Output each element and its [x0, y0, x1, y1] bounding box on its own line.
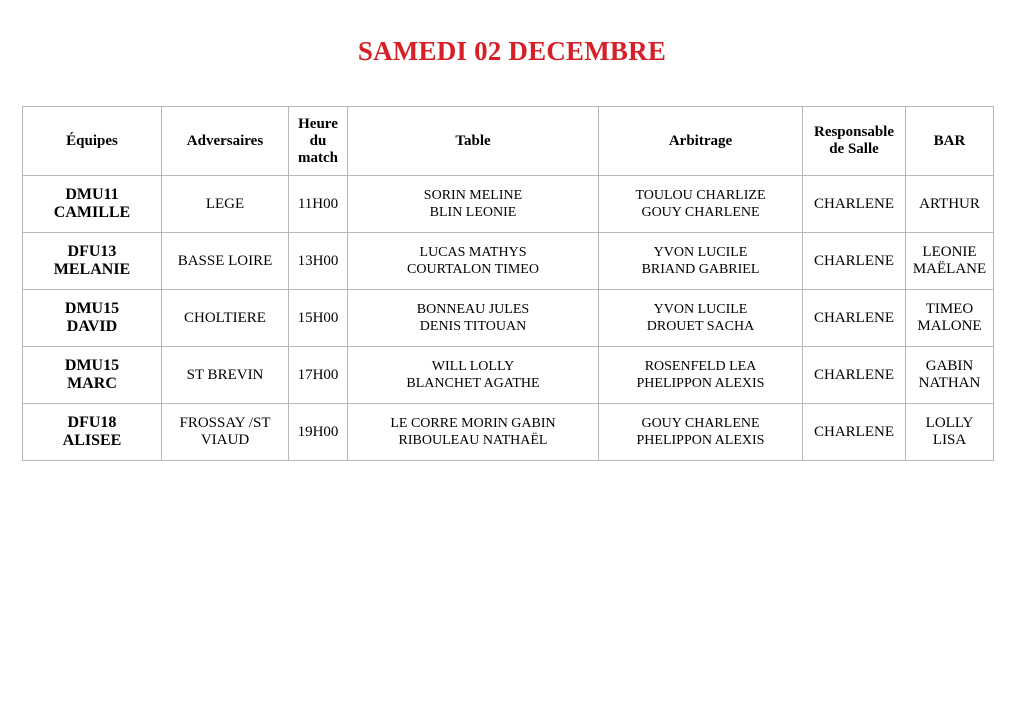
referee-person: BRIAND GABRIEL: [641, 262, 760, 277]
cell-adversaire: [162, 347, 289, 404]
table-person: LUCAS MATHYS: [419, 245, 527, 260]
bar-person: ARTHUR: [919, 195, 980, 212]
team-coach: MELANIE: [53, 261, 131, 278]
cell-responsable: CHARLENE: [803, 176, 906, 233]
team-coach: ALISEE: [62, 432, 122, 449]
table-person: DENIS TITOUAN: [419, 319, 527, 334]
opponent-name: ST BREVIN: [186, 366, 264, 383]
cell-table: [348, 176, 599, 233]
cell-adversaire: [162, 404, 289, 461]
cell-arbitrage: [599, 233, 803, 290]
table-person: COURTALON TIMEO: [407, 262, 539, 277]
cell-bar: [906, 176, 994, 233]
header-heure-line: Heure: [298, 115, 338, 132]
table-row: [23, 233, 994, 290]
cell-arbitrage: [599, 347, 803, 404]
cell-equipe: [23, 404, 162, 461]
referee-person: GOUY CHARLENE: [641, 416, 760, 431]
cell-responsable: CHARLENE: [803, 290, 906, 347]
cell-arbitrage: [599, 176, 803, 233]
team-coach: MARC: [67, 375, 117, 392]
cell-arbitrage: [599, 404, 803, 461]
cell-heure: 11H00: [289, 176, 348, 233]
opponent-name: FROSSAY /ST: [179, 415, 271, 431]
table-person: BONNEAU JULES: [416, 302, 530, 317]
referee-person: YVON LUCILE: [653, 302, 748, 317]
cell-heure: 13H00: [289, 233, 348, 290]
header-responsable: [803, 107, 906, 176]
referee-person: DROUET SACHA: [646, 319, 755, 334]
cell-adversaire: [162, 233, 289, 290]
referee-person: TOULOU CHARLIZE: [635, 188, 766, 203]
cell-adversaire: [162, 176, 289, 233]
bar-person: GABIN: [925, 358, 974, 374]
team-code: DFU13: [67, 243, 117, 260]
cell-bar: [906, 404, 994, 461]
table-row: [23, 347, 994, 404]
team-code: DFU18: [67, 414, 117, 431]
header-adversaires: Adversaires: [162, 107, 289, 176]
table-person: SORIN MELINE: [423, 188, 523, 203]
header-responsable-line: Responsable: [813, 124, 895, 140]
table-person: WILL LOLLY: [431, 359, 515, 374]
team-code: DMU15: [64, 357, 120, 374]
table-person: RIBOULEAU NATHAËL: [398, 433, 548, 448]
page-title: SAMEDI 02 DECEMBRE: [357, 36, 667, 66]
cell-bar: [906, 290, 994, 347]
referee-person: ROSENFELD LEA: [644, 359, 757, 374]
cell-responsable: CHARLENE: [803, 404, 906, 461]
bar-person: LISA: [932, 432, 967, 448]
cell-responsable: CHARLENE: [803, 347, 906, 404]
header-heure: [289, 107, 348, 176]
cell-heure: 19H00: [289, 404, 348, 461]
bar-person: TIMEO: [925, 301, 974, 317]
header-table: Table: [348, 107, 599, 176]
cell-table: [348, 233, 599, 290]
bar-person: LOLLY: [925, 415, 974, 431]
cell-equipe: [23, 290, 162, 347]
team-code: DMU15: [64, 300, 120, 317]
bar-person: NATHAN: [918, 375, 981, 391]
header-heure-line: du: [309, 132, 327, 149]
referee-person: PHELIPPON ALEXIS: [636, 433, 765, 448]
schedule-table: [22, 106, 994, 461]
table-person: BLANCHET AGATHE: [406, 376, 540, 391]
team-coach: CAMILLE: [53, 204, 131, 221]
cell-adversaire: [162, 290, 289, 347]
referee-person: GOUY CHARLENE: [641, 205, 760, 220]
cell-heure: 17H00: [289, 347, 348, 404]
header-heure-line: match: [298, 149, 338, 166]
header-arbitrage: Arbitrage: [599, 107, 803, 176]
table-row: [23, 404, 994, 461]
table-person: LE CORRE MORIN GABIN: [390, 416, 556, 431]
team-coach: DAVID: [66, 318, 118, 335]
bar-person: MALONE: [917, 318, 982, 334]
referee-person: PHELIPPON ALEXIS: [636, 376, 765, 391]
referee-person: YVON LUCILE: [653, 245, 748, 260]
cell-table: [348, 404, 599, 461]
cell-arbitrage: [599, 290, 803, 347]
header-responsable-line: de Salle: [829, 141, 879, 157]
opponent-name: BASSE LOIRE: [177, 252, 273, 269]
header-row: [23, 107, 994, 176]
header-bar: BAR: [906, 107, 994, 176]
table-person: BLIN LEONIE: [429, 205, 517, 220]
cell-responsable: CHARLENE: [803, 233, 906, 290]
opponent-name: VIAUD: [200, 432, 250, 448]
cell-equipe: [23, 347, 162, 404]
bar-person: LEONIE: [922, 244, 977, 260]
cell-bar: [906, 233, 994, 290]
cell-equipe: [23, 233, 162, 290]
cell-equipe: [23, 176, 162, 233]
table-row: [23, 176, 994, 233]
cell-table: [348, 347, 599, 404]
header-equipes: Équipes: [23, 107, 162, 176]
opponent-name: CHOLTIERE: [184, 309, 266, 326]
team-code: DMU11: [65, 186, 119, 203]
cell-bar: [906, 347, 994, 404]
bar-person: MAËLANE: [912, 261, 987, 277]
opponent-name: LEGE: [205, 195, 245, 212]
cell-heure: 15H00: [289, 290, 348, 347]
cell-table: [348, 290, 599, 347]
table-row: [23, 290, 994, 347]
